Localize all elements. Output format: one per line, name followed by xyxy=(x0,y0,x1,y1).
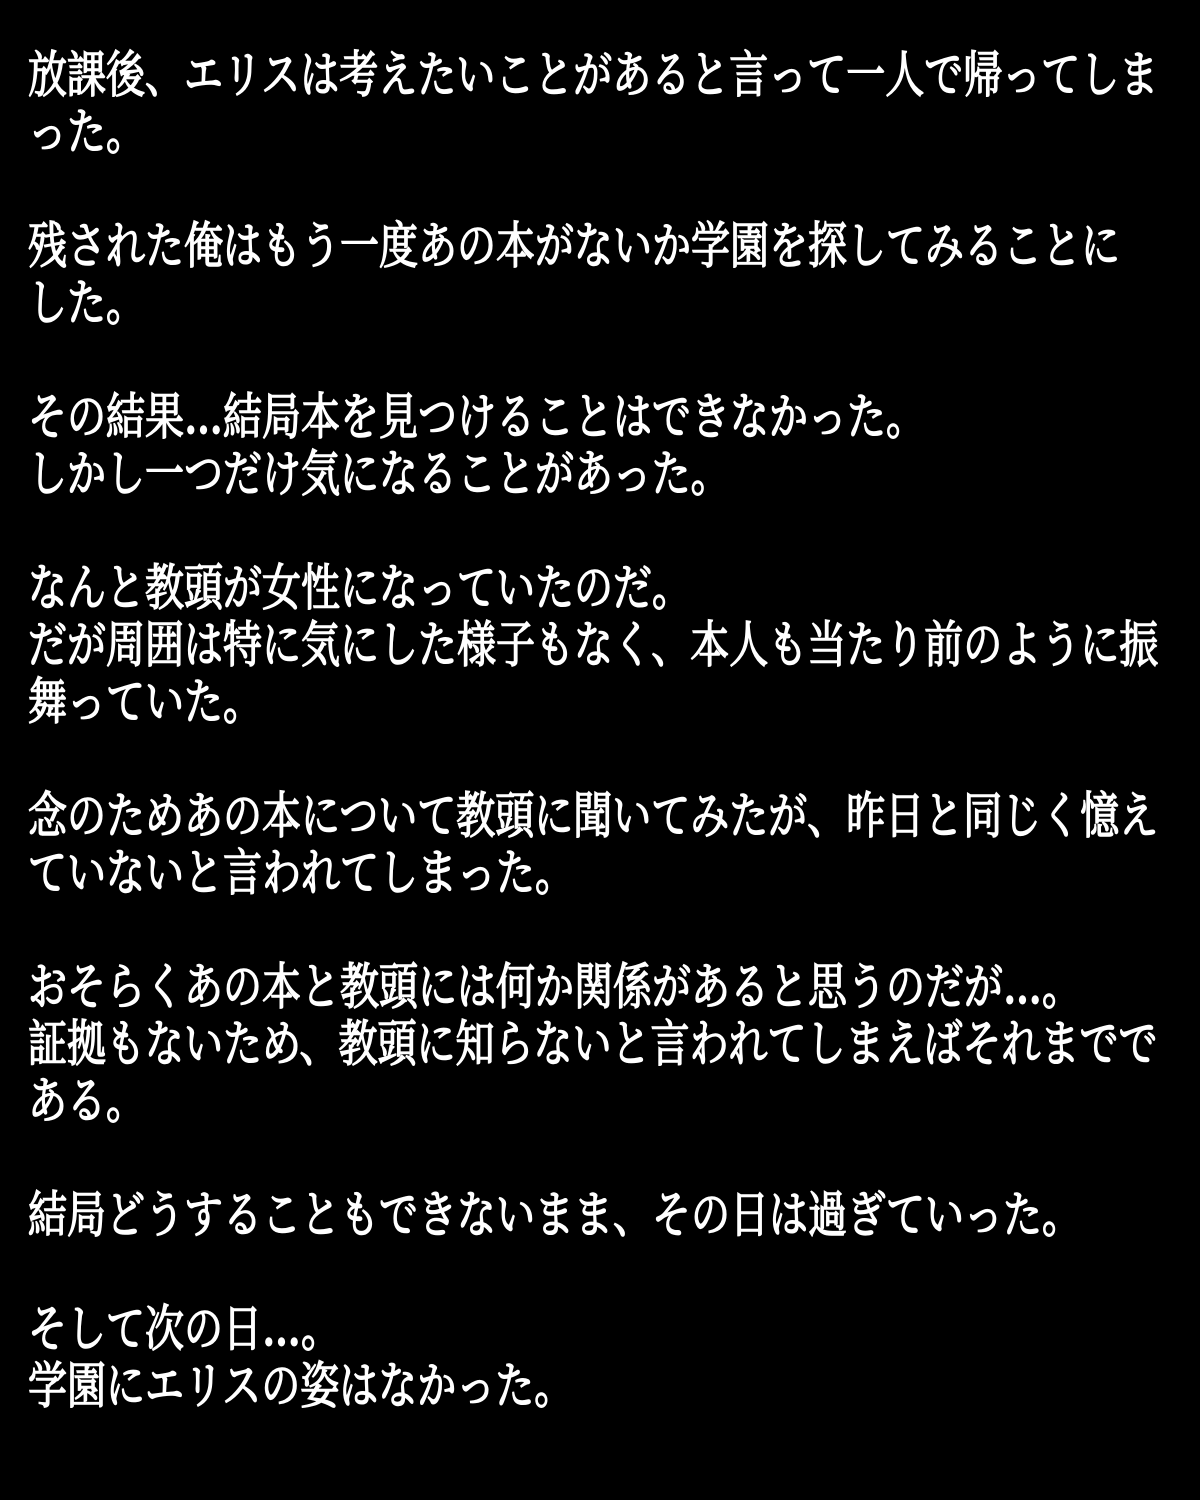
story-paragraph-7 xyxy=(28,1186,1200,1243)
story-line: 念のためあの本について教頭に聞いてみたが、昨日と同じく憶え xyxy=(28,786,1159,845)
story-line: 放課後、エリスは考えたいことがあると言って一人で帰ってしま xyxy=(28,45,1159,104)
story-paragraph-1 xyxy=(28,46,1200,160)
story-line: ある。 xyxy=(28,1071,145,1130)
story-line: おそらくあの本と教頭には何か関係があると思うのだが…。 xyxy=(28,957,1081,1016)
story-line: 学園にエリスの姿はなかった。 xyxy=(28,1356,574,1415)
story-paragraph-3 xyxy=(28,388,1200,502)
story-line: しかし一つだけ気になることがあった。 xyxy=(28,444,730,503)
story-line: 証拠もないため、教頭に知らないと言われてしまえばそれまでで xyxy=(28,1014,1158,1073)
story-line: 結局どうすることもできないまま、その日は過ぎていった。 xyxy=(28,1185,1081,1244)
story-paragraph-4 xyxy=(28,559,1200,730)
story-line: だが周囲は特に気にした様子もなく、本人も当たり前のように振 xyxy=(28,615,1159,674)
story-line: 残された俺はもう一度あの本がないか学園を探してみることに xyxy=(28,216,1120,275)
story-paragraph-2 xyxy=(28,217,1200,331)
story-line: その結果…結局本を見つけることはできなかった。 xyxy=(28,387,925,446)
story-line: った。 xyxy=(28,102,145,161)
story-paragraph-8 xyxy=(28,1300,1200,1414)
story-line: そして次の日…。 xyxy=(28,1299,340,1358)
story-line: ていないと言われてしまった。 xyxy=(28,843,574,902)
story-paragraph-5 xyxy=(28,787,1200,901)
story-paragraph-6 xyxy=(28,958,1200,1129)
story-line: した。 xyxy=(28,273,145,332)
story-line: 舞っていた。 xyxy=(28,672,262,731)
story-line: なんと教頭が女性になっていたのだ。 xyxy=(28,558,691,617)
